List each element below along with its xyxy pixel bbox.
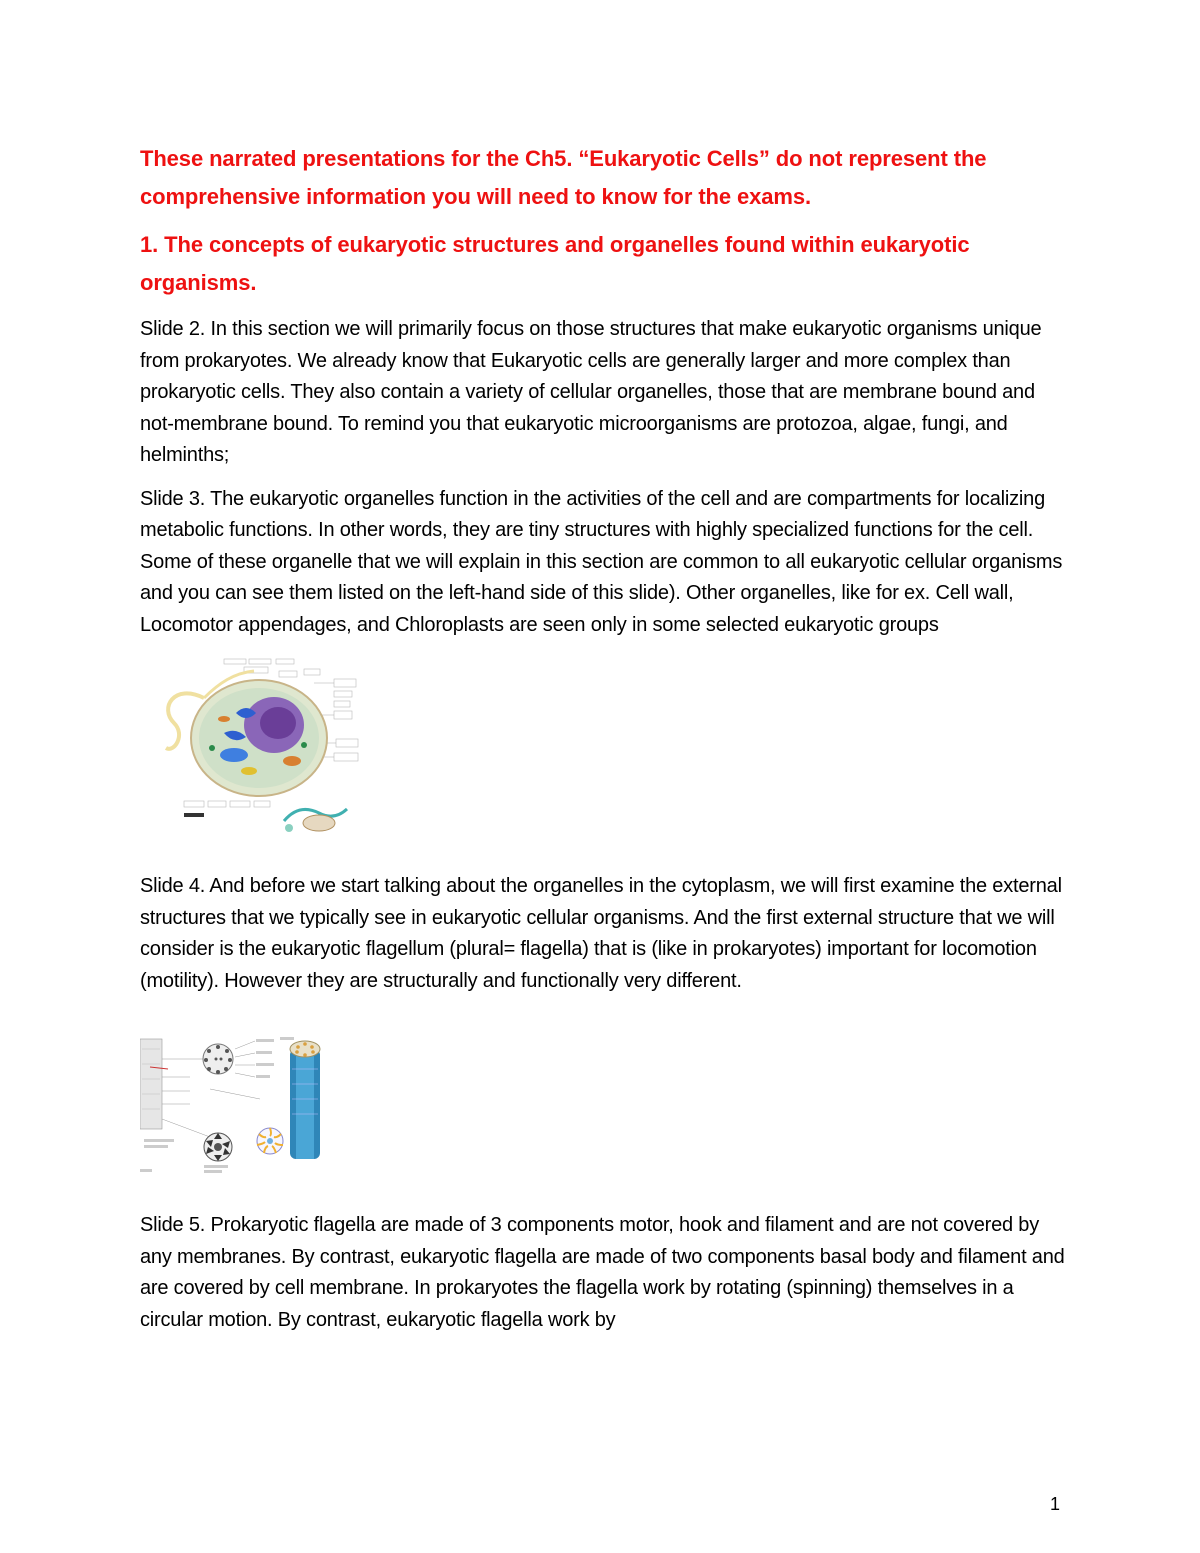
slide-2-paragraph: Slide 2. In this section we will primarily focus on those structures that make eukaryotic organisms unique from prokaryotes. We already know that Eukaryotic cells are generally larger and more complex than prokaryotic cells. They also contain a variety of cellular organelles, those that are membrane bound and not-membrane bound. To remind you that eukaryotic microorganisms are protozoa, algae, fungi, and helminths;	[140, 318, 1042, 466]
flagellum-structure-figure	[140, 1029, 330, 1174]
slide-3-paragraph: Slide 3. The eukaryotic organelles function in the activities of the cell and are compartments for localizing metabolic functions. In other words, they are tiny structures with highly specialized functions for the cell. Some of these organelle that we will explain in this section are common to all eukaryotic cellular organisms and you can see them listed on the left-hand side of this slide). Other organelles, like for ex. Cell wall, Locomotor appendages, and Chloroplasts are seen only in some selected eukaryotic groups	[140, 487, 1063, 636]
slide-5-paragraph: Slide 5. Prokaryotic flagella are made of 3 components motor, hook and filament and are not covered by any membranes. By contrast, eukaryotic flagella are made of two components basal body and filament and are covered by cell membrane. In prokaryotes the flagella work by rotating (spinning) themselves in a circular motion. By contrast, eukaryotic flagella work by	[140, 1214, 1065, 1331]
slide-4-paragraph: Slide 4. And before we start talking about the organelles in the cytoplasm, we will first examine the external structures that we typically see in eukaryotic cellular organisms. And the first external structure that we will consider is the eukaryotic flagellum (plural= flagella) that is (like in prokaryotes) important for locomotion (motility). However they are structurally and functionally very different.	[140, 875, 1062, 992]
intro-heading: These narrated presentations for the Ch5. “Eukaryotic Cells” do not represent the comprehensive information you will need to know for the exams.	[140, 146, 987, 209]
eukaryotic-cell-figure	[164, 653, 364, 843]
section-heading: 1. The concepts of eukaryotic structures and organelles found within eukaryotic organisms.	[140, 232, 970, 295]
page-number: 1	[1049, 1494, 1060, 1514]
document-body	[140, 140, 1070, 1348]
